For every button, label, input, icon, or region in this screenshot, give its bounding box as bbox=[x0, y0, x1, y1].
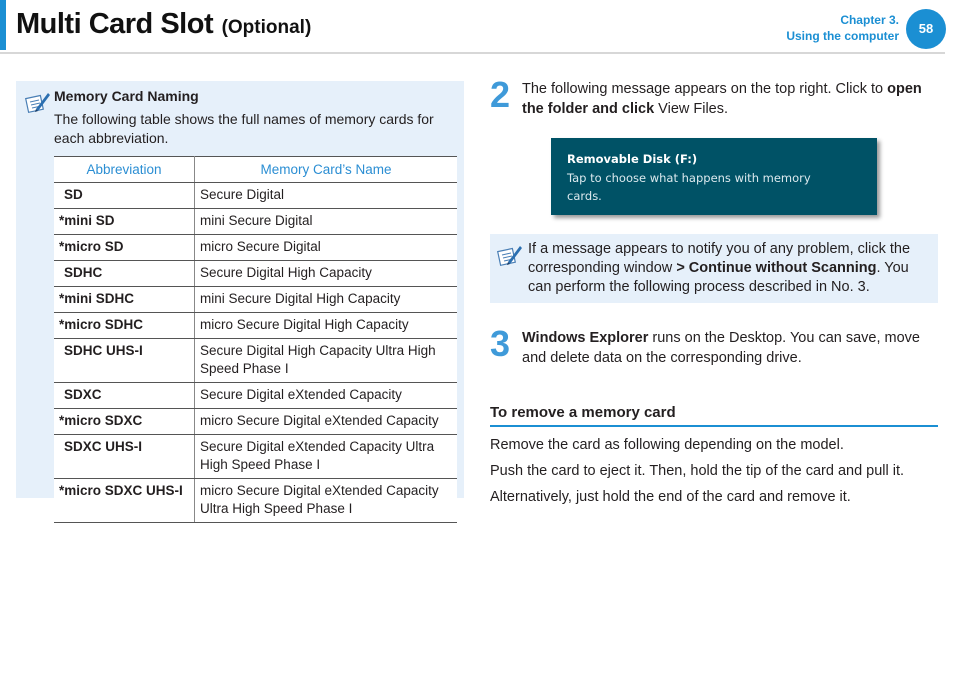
header-abbreviation: Abbreviation bbox=[54, 157, 195, 183]
table-row bbox=[54, 339, 457, 383]
abbr-cell: SD bbox=[54, 183, 195, 209]
step-2-text bbox=[522, 79, 932, 119]
remove-paragraph: Remove the card as following depending on the model. bbox=[490, 437, 844, 453]
chapter-info bbox=[786, 12, 899, 44]
abbr-cell: *micro SDXC bbox=[54, 409, 195, 435]
scanning-note-before: If a message appears to notify you of any problem, click the corresponding window bbox=[528, 241, 911, 276]
name-cell: Secure Digital eXtended Capacity Ultra High Speed Phase I bbox=[195, 435, 458, 479]
remove-paragraph: Alternatively, just hold the end of the card and remove it. bbox=[490, 489, 851, 505]
step-2-text-before: The following message appears on the top right. Click to bbox=[522, 81, 888, 97]
scanning-note-after: . You can perform the following process described in No. 3. bbox=[528, 260, 909, 295]
scanning-note-bold: > Continue without Scanning bbox=[676, 260, 877, 276]
scanning-note-text bbox=[528, 240, 930, 297]
table-row bbox=[54, 435, 457, 479]
pen-note-icon bbox=[496, 242, 524, 268]
name-cell: micro Secure Digital eXtended Capacity bbox=[195, 409, 458, 435]
abbr-cell: SDXC UHS-I bbox=[54, 435, 195, 479]
name-cell: micro Secure Digital bbox=[195, 235, 458, 261]
table-row bbox=[54, 479, 457, 523]
table-row bbox=[54, 209, 457, 235]
step-2-number: 2 bbox=[490, 74, 511, 115]
notification-title: Removable Disk (F:) bbox=[567, 152, 698, 166]
remove-card-heading: To remove a memory card bbox=[490, 404, 938, 427]
table-row bbox=[54, 409, 457, 435]
abbr-cell: *micro SD bbox=[54, 235, 195, 261]
memory-card-naming-note bbox=[16, 81, 464, 516]
table-row bbox=[54, 313, 457, 339]
name-cell: Secure Digital High Capacity bbox=[195, 261, 458, 287]
table-row bbox=[54, 261, 457, 287]
table-header-row bbox=[54, 157, 457, 183]
step-3-text-bold: Windows Explorer bbox=[522, 330, 649, 346]
abbr-cell: *micro SDHC bbox=[54, 313, 195, 339]
note-text: The following table shows the full names of memory cards for each abbreviation. bbox=[54, 111, 434, 146]
name-cell: Secure Digital eXtended Capacity bbox=[195, 383, 458, 409]
page-number-badge: 58 bbox=[906, 9, 946, 49]
abbr-cell: SDXC bbox=[54, 383, 195, 409]
abbr-cell: *mini SDHC bbox=[54, 287, 195, 313]
note-title: Memory Card Naming bbox=[54, 88, 199, 104]
abbr-cell: *mini SD bbox=[54, 209, 195, 235]
header-card-name: Memory Card’s Name bbox=[195, 157, 458, 183]
abbr-cell: SDHC bbox=[54, 261, 195, 287]
chapter-name: Using the computer bbox=[786, 29, 899, 43]
step-2-text-bold: open the folder and click bbox=[522, 81, 922, 117]
name-cell: micro Secure Digital High Capacity bbox=[195, 313, 458, 339]
name-cell: micro Secure Digital eXtended Capacity Ultra High Speed Phase I bbox=[195, 479, 458, 523]
abbr-cell: SDHC UHS-I bbox=[54, 339, 195, 383]
memory-card-table bbox=[54, 156, 457, 523]
step-3-number: 3 bbox=[490, 323, 511, 364]
chapter-label: Chapter 3. bbox=[840, 13, 899, 27]
removable-disk-notification[interactable] bbox=[551, 138, 877, 215]
page-title-main: Multi Card Slot bbox=[16, 8, 214, 40]
pen-note-icon bbox=[24, 89, 52, 115]
scanning-note bbox=[490, 234, 938, 303]
header-accent-bar bbox=[0, 0, 6, 50]
name-cell: Secure Digital High Capacity Ultra High Speed Phase I bbox=[195, 339, 458, 383]
step-2-text-after: View Files. bbox=[654, 101, 729, 117]
step-3-text bbox=[522, 328, 938, 368]
table-row bbox=[54, 287, 457, 313]
name-cell: mini Secure Digital High Capacity bbox=[195, 287, 458, 313]
header-divider bbox=[0, 52, 945, 54]
page-title-optional: (Optional) bbox=[221, 17, 312, 38]
step-3-text-after: runs on the Desktop. You can save, move and delete data on the corresponding drive. bbox=[522, 330, 921, 366]
table-row bbox=[54, 235, 457, 261]
notification-body: Tap to choose what happens with memory cards. bbox=[567, 171, 811, 203]
remove-paragraph: Push the card to eject it. Then, hold the tip of the card and pull it. bbox=[490, 463, 905, 479]
table-row bbox=[54, 383, 457, 409]
abbr-cell: *micro SDXC UHS-I bbox=[54, 479, 195, 523]
table-row bbox=[54, 183, 457, 209]
page-title bbox=[16, 8, 311, 41]
name-cell: mini Secure Digital bbox=[195, 209, 458, 235]
name-cell: Secure Digital bbox=[195, 183, 458, 209]
